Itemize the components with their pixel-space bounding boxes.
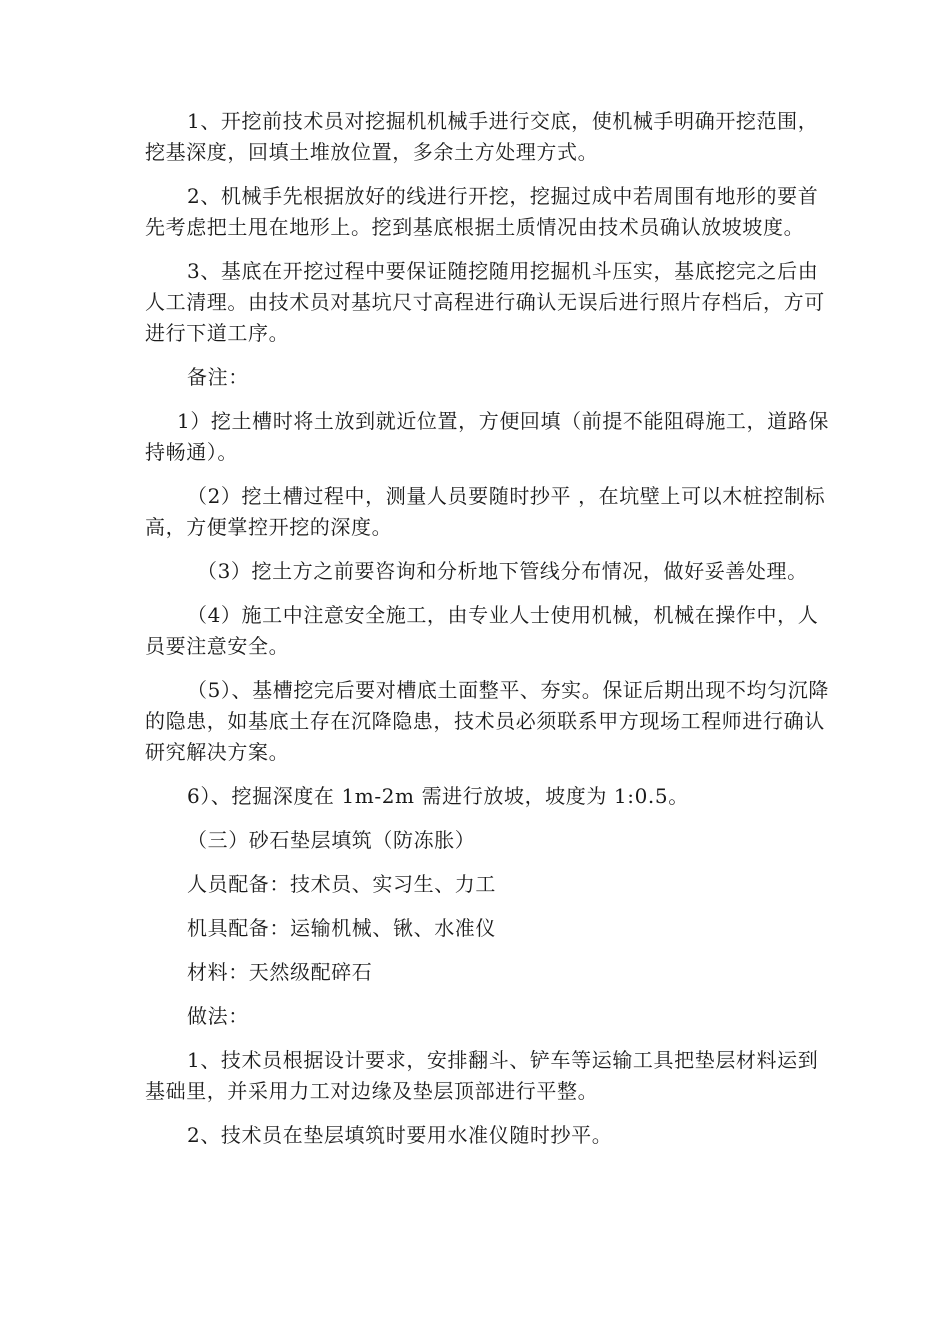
staffing-line: 人员配备：技术员、实习生、力工 <box>187 872 496 896</box>
method-step-1: 1、技术员根据设计要求，安排翻斗、铲车等运输工具把垫层材料运到基础里，并采用力工对边缘及垫层顶部进行平整。 <box>145 1048 819 1103</box>
document-body <box>145 106 835 1164</box>
remark-item-6: 6）、挖掘深度在 1m-2m 需进行放坡，坡度为 1:0.5。 <box>187 784 689 808</box>
remark-item-2: （2）挖土槽过程中，测量人员要随时抄平 ，在坑壁上可以木桩控制标高，方便掌控开挖的深度。 <box>145 484 826 539</box>
materials-line: 材料：天然级配碎石 <box>187 960 373 984</box>
paragraph-excavation-process: 2、机械手先根据放好的线进行开挖，挖掘过成中若周围有地形的要首先考虑把土甩在地形上。挖到基底根据土质情况由技术员确认放坡坡度。 <box>145 184 819 239</box>
method-heading: 做法： <box>187 1004 249 1028</box>
remark-item-4: （4）施工中注意安全施工，由专业人士使用机械，机械在操作中，人员要注意安全。 <box>145 603 819 658</box>
remarks-heading: 备注： <box>187 365 249 389</box>
paragraph-base-compaction: 3、基底在开挖过程中要保证随挖随用挖掘机斗压实，基底挖完之后由人工清理。由技术员对基坑尺寸高程进行确认无误后进行照片存档后，方可进行下道工序。 <box>145 259 825 345</box>
remark-item-5: （5）、基槽挖完后要对槽底土面整平、夯实。保证后期出现不均匀沉降的隐患，如基底土存在沉降隐患，技术员必须联系甲方现场工程师进行确认研究解决方案。 <box>145 678 829 764</box>
equipment-line: 机具配备：运输机械、锹、水准仪 <box>187 916 496 940</box>
remark-item-1: 1）挖土槽时将土放到就近位置，方便回填（前提不能阻碍施工，道路保持畅通）。 <box>145 409 829 464</box>
method-step-2: 2、技术员在垫层填筑时要用水准仪随时抄平。 <box>187 1123 613 1147</box>
section-heading-gravel-cushion: （三）砂石垫层填筑（防冻胀） <box>187 828 476 852</box>
paragraph-excavation-briefing: 1、开挖前技术员对挖掘机机械手进行交底，使机械手明确开挖范围，挖基深度，回填土堆放位置，多余土方处理方式。 <box>145 109 819 164</box>
remark-item-3: （3）挖土方之前要咨询和分析地下管线分布情况，做好妥善处理。 <box>197 559 808 583</box>
